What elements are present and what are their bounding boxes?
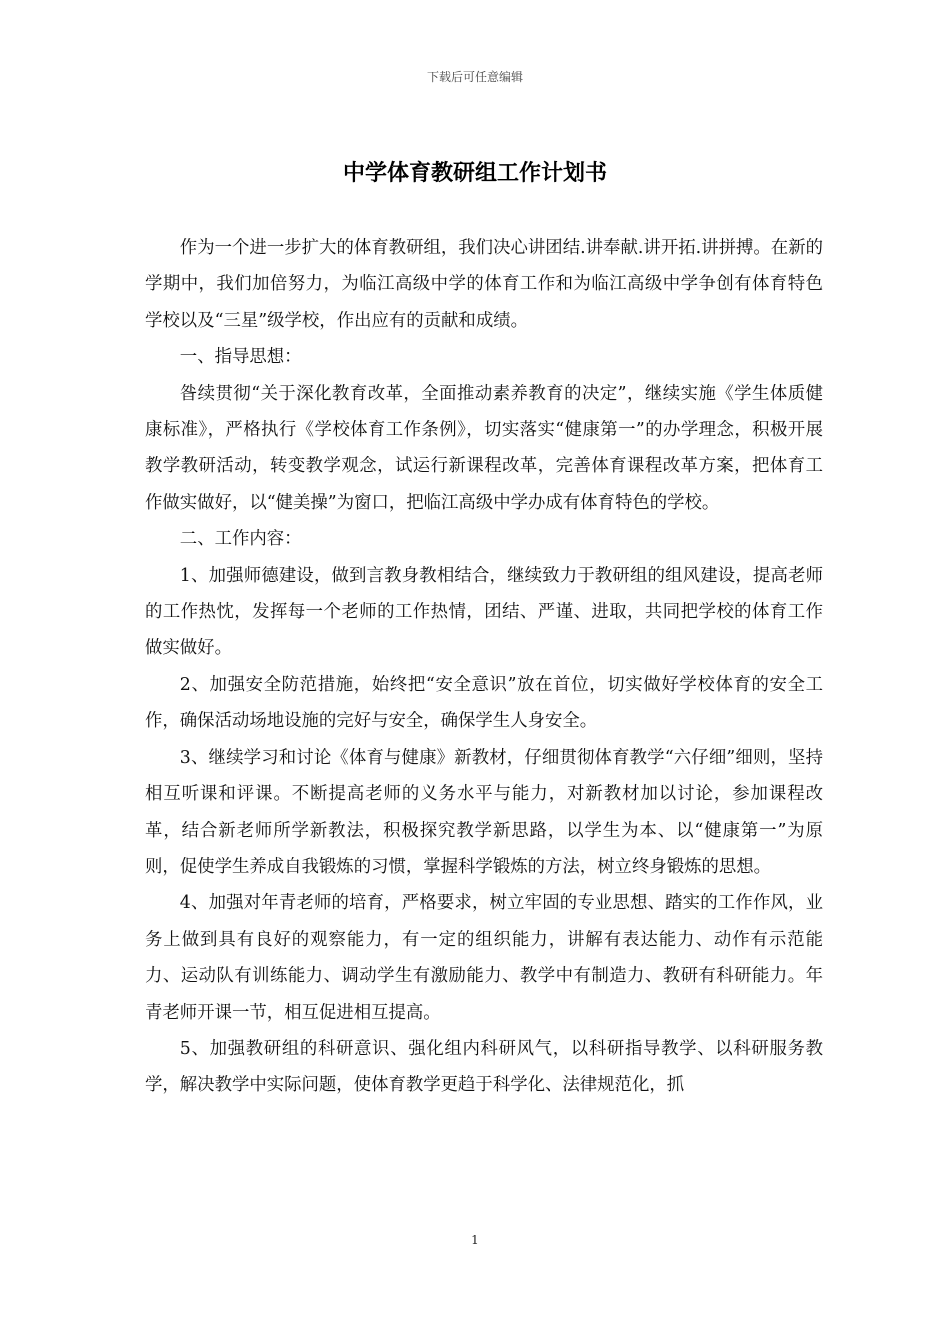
paragraph-intro: 作为一个进一步扩大的体育教研组，我们决心讲团结.讲奉献.讲开拓.讲拼搏。在新的学期中，我们加倍努力，为临江高级中学的体育工作和为临江高级中学争创有体育特色学校以及“三星”级学校，作出应有的贡献和成绩。 [145,238,823,331]
header-note: 下载后可任意编辑 [426,70,523,84]
paragraph-item-5: 5、加强教研组的科研意识、强化组内科研风气，以科研指导教学、以科研服务教学，解决教学中实际问题，使体育教学更趋于科学化、法律规范化，抓 [145,1038,823,1096]
heading-guiding-thought: 一、指导思想： [179,347,302,368]
page-number: 1 [471,1233,479,1247]
document-body [145,230,823,1104]
paragraph-item-1: 1、加强师德建设，做到言教身教相结合，继续致力于教研组的组风建设，提高老师的工作热忱，发挥每一个老师的工作热情，团结、严谨、进取，共同把学校的体育工作做实做好。 [145,565,823,659]
paragraph-item-4: 4、加强对年青老师的培育，严格要求，树立牢固的专业思想、踏实的工作作风，业务上做到具有良好的观察能力，有一定的组织能力，讲解有表达能力、动作有示范能力、运动队有训练能力、调动学生有激励能力、教学中有制造力、教研有科研能力。年青老师开课一节，相互促进相互提高。 [145,893,823,1023]
paragraph-item-2: 2、加强安全防范措施，始终把“安全意识”放在首位，切实做好学校体育的安全工作，确保活动场地设施的完好与安全，确保学生人身安全。 [145,674,823,732]
paragraph-guiding-thought: 昝续贯彻“关于深化教育改革，全面推动素养教育的决定”，继续实施《学生体质健康标准》，严格执行《学校体育工作条例》，切实落实“健康第一”的办学理念，积极开展教学教研活动，转变教学观念，试运行新课程改革，完善体育课程改革方案，把体育工作做实做好，以“健美操”为窗口，把临江高级中学办成有体育特色的学校。 [145,383,823,513]
paragraph-item-3: 3、继续学习和讨论《体育与健康》新教材，仔细贯彻体育教学“六仔细”细则，坚持相互听课和评课。不断提高老师的义务水平与能力，对新教材加以讨论，参加课程改革，结合新老师所学新教法，积极探究教学新思路，以学生为本、以“健康第一”为原则，促使学生养成自我锻炼的习惯，掌握科学锻炼的方法，树立终身锻炼的思想。 [145,747,823,877]
document-title: 中学体育教研组工作计划书 [342,160,607,186]
heading-work-content: 二、工作内容： [179,529,302,550]
